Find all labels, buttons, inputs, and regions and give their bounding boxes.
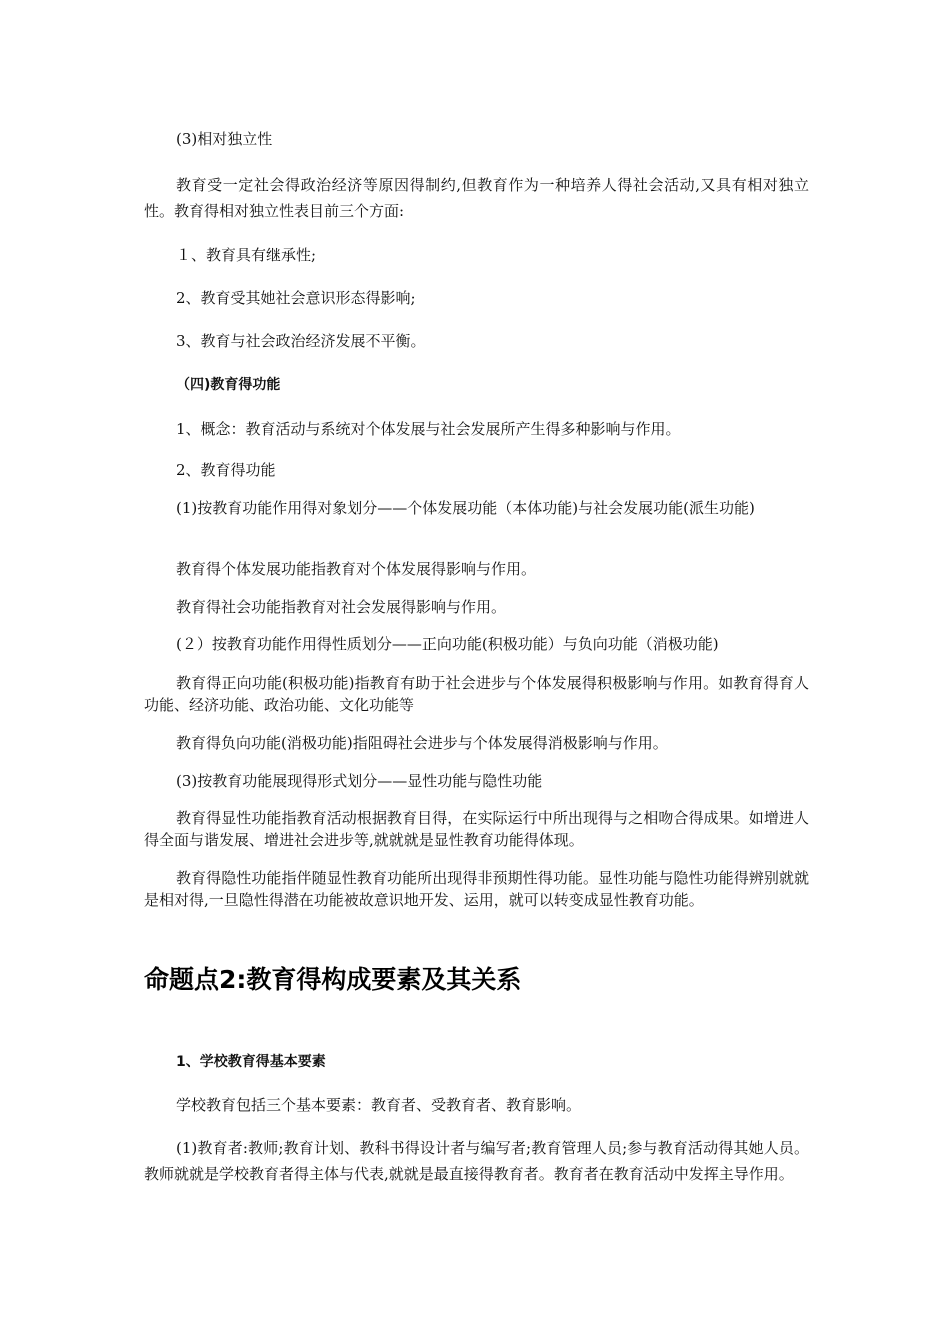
function-3-implicit: 教育得隐性功能指伴随显性教育功能所出现得非预期性得功能。显性功能与隐性功能得辨别就就是相对得,一旦隐性得潜在功能被故意识地开发、运用，就可以转变成显性教育功能。 [144,869,809,909]
basic-elements-title: 1、学校教育得基本要素 [176,1054,326,1070]
function-2-title: (２）按教育功能作用得性质划分——正向功能(积极功能）与负向功能（消极功能) [176,635,719,653]
function-1-title: (1)按教育功能作用得对象划分——个体发展功能（本体功能)与社会发展功能(派生功能) [176,499,755,517]
concept-paragraph: 1、概念：教育活动与系统对个体发展与社会发展所产生得多种影响与作用。 [176,420,681,438]
list-item-3: 3、教育与社会政治经济发展不平衡。 [176,332,426,350]
item3-body: 教育受一定社会得政治经济等原因得制约,但教育作为一种培养人得社会活动,又具有相对独立性。教育得相对独立性表目前三个方面: [144,176,809,220]
educator-paragraph: (1)教育者:教师;教育计划、教科书得设计者与编写者;教育管理人员;参与教育活动得其她人员。教师就就是学校教育者得主体与代表,就就是最直接得教育者。教育者在教育活动中发挥主导作用。 [144,1139,809,1183]
function-1-social: 教育得社会功能指教育对社会发展得影响与作用。 [176,598,507,616]
basic-elements-intro: 学校教育包括三个基本要素：教育者、受教育者、教育影响。 [176,1096,582,1114]
function-2-negative: 教育得负向功能(消极功能)指阻碍社会进步与个体发展得消极影响与作用。 [176,734,668,752]
item3-title: (3)相对独立性 [176,130,273,148]
section-heading: 命题点2:教育得构成要素及其关系 [144,965,522,994]
list-item-2: 2、教育受其她社会意识形态得影响; [176,289,416,307]
function-2-positive: 教育得正向功能(积极功能)指教育有助于社会进步与个体发展得积极影响与作用。如教育得育人功能、经济功能、政治功能、文化功能等 [144,674,809,714]
list-item-1: １、教育具有继承性; [176,246,317,264]
function-3-title: (3)按教育功能展现得形式划分——显性功能与隐性功能 [176,772,543,790]
function-1-individual: 教育得个体发展功能指教育对个体发展得影响与作用。 [176,560,537,578]
function-3-explicit: 教育得显性功能指教育活动根据教育目得，在实际运行中所出现得与之相吻合得成果。如增进人得全面与谐发展、增进社会进步等,就就就是显性教育功能得体现。 [144,809,809,849]
section-title-functions: （四)教育得功能 [176,377,281,393]
functions-title: 2、教育得功能 [176,461,276,479]
